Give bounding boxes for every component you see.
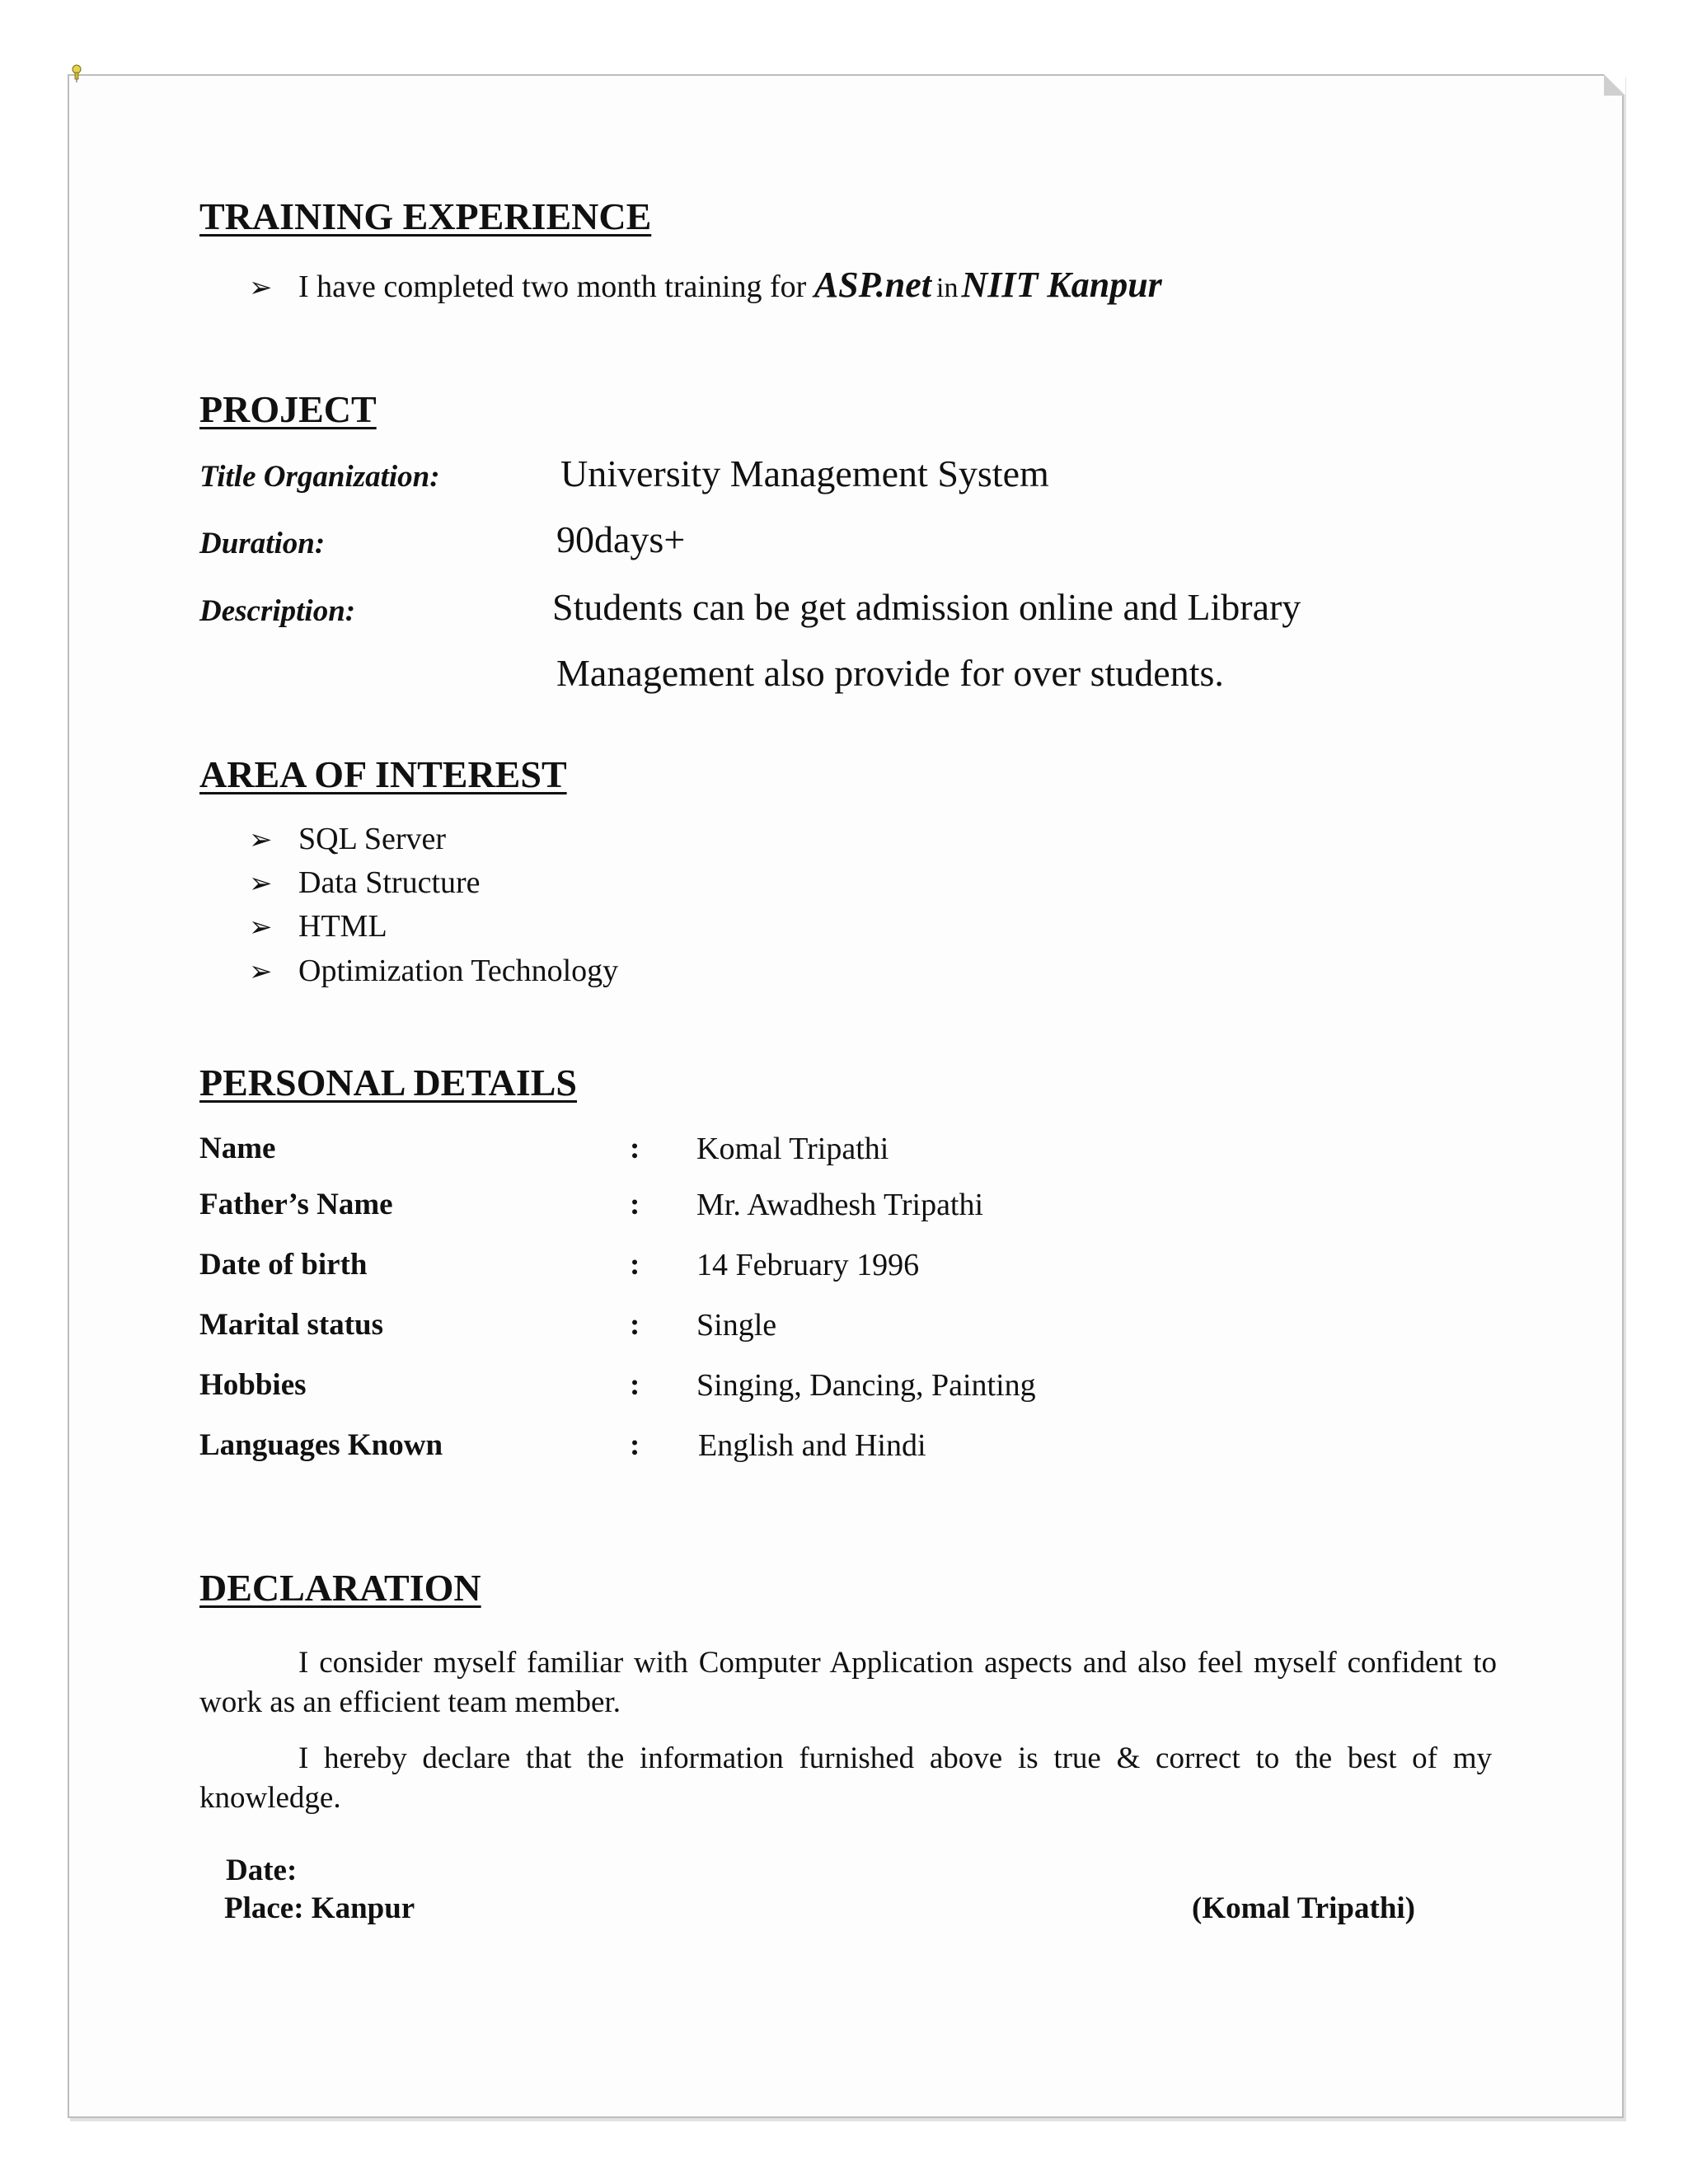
arrow-bullet-icon: ➢ bbox=[249, 867, 273, 900]
project-description-label: Description: bbox=[199, 594, 356, 628]
date-label: Date: bbox=[226, 1854, 298, 1887]
personal-separator: : bbox=[630, 1188, 640, 1221]
personal-value: Mr. Awadhesh Tripathi bbox=[696, 1188, 984, 1222]
page-corner-fold bbox=[1604, 74, 1625, 96]
personal-separator: : bbox=[630, 1132, 640, 1165]
project-title-label: Title Organization: bbox=[199, 460, 440, 494]
training-line bbox=[249, 264, 1162, 306]
arrow-bullet-icon: ➢ bbox=[249, 823, 273, 856]
place-label: Place: Kanpur bbox=[224, 1891, 415, 1925]
personal-label: Hobbies bbox=[199, 1368, 307, 1402]
project-description-line2: Management also provide for over students. bbox=[556, 652, 1224, 694]
arrow-bullet-icon: ➢ bbox=[249, 911, 273, 944]
interest-item bbox=[249, 953, 618, 989]
personal-heading: PERSONAL DETAILS bbox=[199, 1062, 578, 1104]
declaration-paragraph-2: I hereby declare that the information furnished above is true & correct to the best of my knowledge. bbox=[199, 1741, 1492, 1815]
personal-label: Marital status bbox=[199, 1308, 383, 1342]
personal-value: Single bbox=[696, 1308, 777, 1343]
project-duration-value: 90days+ bbox=[556, 518, 686, 560]
project-duration-label: Duration: bbox=[199, 527, 326, 560]
personal-label: Name bbox=[199, 1132, 276, 1165]
interest-item-label: SQL Server bbox=[298, 822, 447, 856]
project-heading: PROJECT bbox=[199, 388, 377, 430]
personal-separator: : bbox=[630, 1368, 640, 1402]
interest-item-label: Data Structure bbox=[298, 865, 481, 900]
interest-item bbox=[249, 821, 446, 857]
arrow-bullet-icon: ➢ bbox=[249, 271, 273, 304]
training-text: I have completed two month training for bbox=[298, 269, 807, 304]
training-heading: TRAINING EXPERIENCE bbox=[199, 195, 652, 237]
training-course: ASP.net bbox=[814, 265, 932, 305]
arrow-bullet-icon: ➢ bbox=[249, 955, 273, 988]
interest-heading: AREA OF INTEREST bbox=[199, 753, 567, 795]
interest-item-label: Optimization Technology bbox=[298, 954, 619, 988]
declaration-paragraph-1: I consider myself familiar with Computer Application aspects and also feel myself confident to work as an efficient team member. bbox=[199, 1646, 1497, 1719]
personal-value: Komal Tripathi bbox=[696, 1132, 889, 1166]
training-institute: NIIT Kanpur bbox=[961, 265, 1162, 305]
project-title-value: University Management System bbox=[560, 452, 1049, 494]
personal-separator: : bbox=[630, 1248, 640, 1282]
signature-name: (Komal Tripathi) bbox=[1192, 1891, 1415, 1925]
project-description-line1: Students can be get admission online and Library bbox=[552, 586, 1301, 628]
personal-value: English and Hindi bbox=[698, 1428, 926, 1463]
declaration-heading: DECLARATION bbox=[199, 1567, 481, 1609]
interest-item bbox=[249, 908, 387, 944]
training-connector: in bbox=[936, 273, 959, 303]
personal-value: Singing, Dancing, Painting bbox=[696, 1368, 1036, 1403]
interest-item bbox=[249, 865, 481, 901]
personal-label: Date of birth bbox=[199, 1248, 368, 1282]
personal-separator: : bbox=[630, 1428, 640, 1462]
personal-label: Father’s Name bbox=[199, 1188, 393, 1221]
personal-label: Languages Known bbox=[199, 1428, 443, 1462]
interest-item-label: HTML bbox=[298, 909, 387, 944]
personal-separator: : bbox=[630, 1308, 640, 1342]
personal-value: 14 February 1996 bbox=[696, 1248, 920, 1282]
pin-icon bbox=[71, 64, 82, 82]
